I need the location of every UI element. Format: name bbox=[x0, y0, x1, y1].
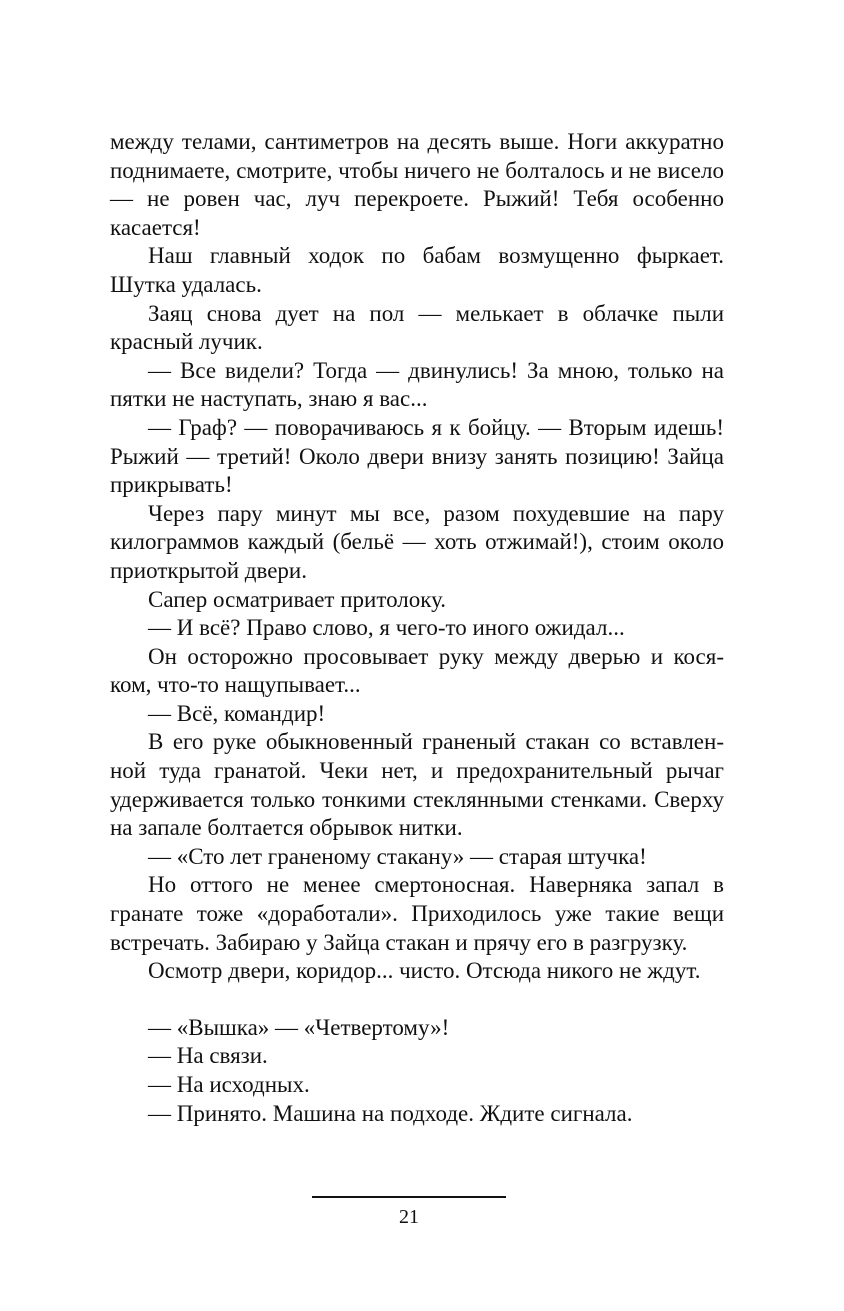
paragraph: между телами, сантиметров на десять выше. Ноги аккуратно поднимаете, смотрите, чтобы ничего не болталось и не висело — не ровен час, луч перекроете. Рыжий! Тебя особенно касается! bbox=[110, 129, 724, 240]
section-break bbox=[110, 986, 724, 1014]
dialogue-line: — На исходных. bbox=[148, 1072, 310, 1097]
paragraph: Сапер осматривает притолоку. bbox=[148, 586, 447, 612]
page-body bbox=[110, 128, 724, 1128]
dialogue-line: — «Вышка» — «Четвертому»! bbox=[148, 1014, 450, 1040]
footer-rule bbox=[312, 1196, 506, 1198]
dialogue-line: — Принято. Машина на подходе. Ждите сигнала. bbox=[148, 1100, 633, 1126]
page-number: 21 bbox=[399, 1206, 419, 1228]
paragraph: — Граф? — поворачиваюсь я к бойцу. — Вторым идешь! Рыжий — третий! Около двери внизу занять позицию! Зайца прикрывать! bbox=[110, 414, 724, 498]
paragraph: — И всё? Право слово, я чего-то иного ожидал... bbox=[148, 615, 625, 641]
paragraph: — Все видели? Тогда — двинулись! За мною, только на пятки не наступать, знаю я вас... bbox=[110, 357, 724, 412]
paragraph: Осмотр двери, коридор... чисто. Отсюда никого не ждут. bbox=[148, 958, 701, 984]
paragraph: В его руке обыкновенный граненый стакан со вставленной туда гранатой. Чеки нет, и предохранительный рычаг удерживается только тонкими стеклянными стенками. Сверху на запале болтается обрывок нитки. bbox=[110, 729, 724, 841]
paragraph: — «Сто лет граненому стакану» — старая штучка! bbox=[148, 843, 647, 869]
paragraph: — Всё, командир! bbox=[148, 700, 326, 726]
paragraph: Наш главный ходок по бабам возмущенно фыркает. Шутка удалась. bbox=[110, 243, 724, 297]
paragraph: Но оттого не менее смертоносная. Наверняка запал в гранате тоже «доработали». Приходилось уже такие вещи встречать. Забираю у Зайца стакан и прячу его в разгрузку. bbox=[110, 872, 724, 955]
dialogue-line: — На связи. bbox=[148, 1043, 268, 1069]
paragraph: Он осторожно просовывает руку между дверью и косяком, что-то нащупывает... bbox=[110, 643, 724, 698]
paragraph: Через пару минут мы все, разом похудевшие на пару килограммов каждый (бельё — хоть отжимай!), стоим около приоткрытой двери. bbox=[110, 500, 724, 583]
paragraph: Заяц снова дует на пол — мелькает в облачке пыли красный лучик. bbox=[110, 300, 724, 355]
